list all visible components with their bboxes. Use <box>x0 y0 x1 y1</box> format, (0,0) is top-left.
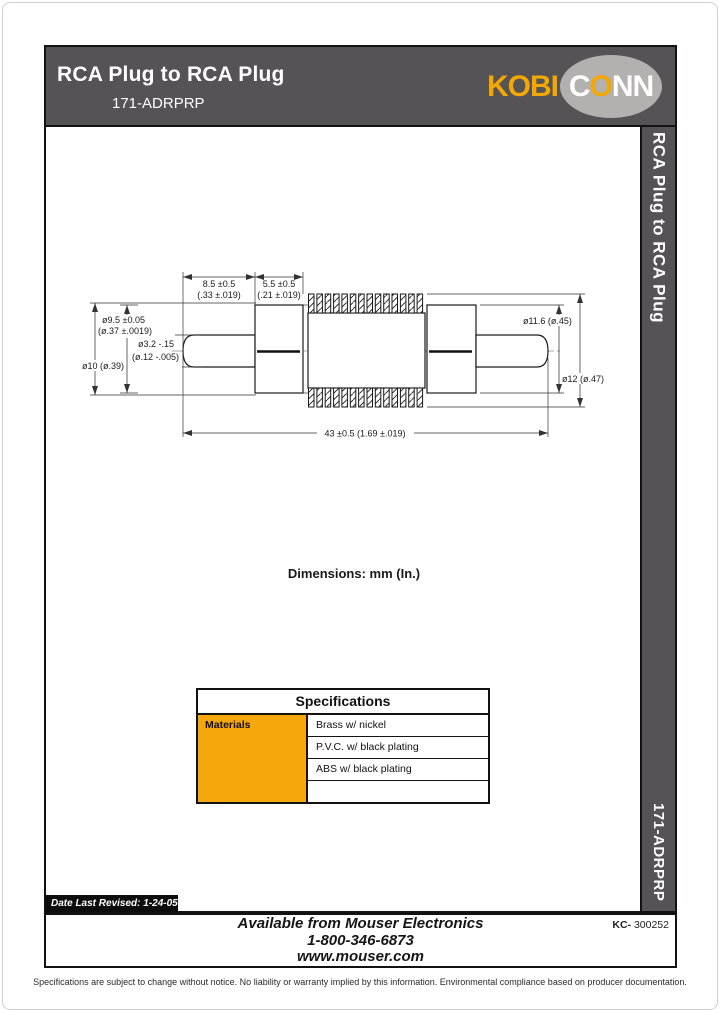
doc-code-prefix: KC- <box>612 919 632 931</box>
kobiconn-logo <box>487 55 662 118</box>
logo-conn-nn: NN <box>611 69 654 103</box>
spec-material-4 <box>308 781 488 802</box>
doc-code-number: 300252 <box>631 919 669 931</box>
specifications-table <box>196 688 490 804</box>
dimensions-note: Dimensions: mm (In.) <box>287 566 421 581</box>
spec-table-title: Specifications <box>198 690 488 715</box>
dim-pin-length-mm: 8.5 ±0.5 <box>202 279 236 289</box>
right-shell <box>427 305 476 393</box>
left-shell <box>255 305 303 393</box>
logo-conn-text <box>569 70 653 104</box>
sidebar-part-vertical: 171-ADRPRP <box>650 802 667 901</box>
date-revised-bar: Date Last Revised: 1-24-05 <box>45 895 178 912</box>
mouser-phone: 1-800-346-6873 <box>307 931 414 949</box>
knurl-ribs-top <box>309 294 423 313</box>
spec-material-2: P.V.C. w/ black plating <box>308 737 488 759</box>
left-pin <box>183 335 255 367</box>
logo-conn-c: C <box>568 69 590 103</box>
spec-material-1: Brass w/ nickel <box>308 715 488 737</box>
part-number: 171-ADRPRP <box>112 95 205 112</box>
dim-collar-length-mm: 5.5 ±0.5 <box>262 279 296 289</box>
spec-row-label-materials: Materials <box>198 715 308 802</box>
dim-pin-dia-in: (ø.12 -.005) <box>132 352 180 362</box>
dim-overall-length: 43 ±0.5 (1.69 ±.019) <box>324 428 406 439</box>
mouser-availability-line: Available from Mouser Electronics <box>237 915 484 932</box>
mouser-box <box>44 913 677 968</box>
sidebar-title-vertical: RCA Plug to RCA Plug <box>649 132 669 323</box>
spec-values <box>308 715 488 802</box>
knurl-body <box>308 313 425 388</box>
logo-kobi-text: KOBI <box>487 69 558 103</box>
disclaimer-text: Specifications are subject to change without notice. No liability or warranty implied by this information. Environmental compliance based on producer documentation. <box>33 977 687 987</box>
dim-collar-length-in: (.21 ±.019) <box>257 290 301 300</box>
dim-shell-dia-in: (ø.37 ±.0019) <box>98 326 152 336</box>
header-bar <box>46 47 675 127</box>
right-pin <box>476 335 548 367</box>
page-title: RCA Plug to RCA Plug <box>57 63 285 86</box>
spec-material-3: ABS w/ black plating <box>308 759 488 781</box>
logo-conn-o: O <box>589 69 612 103</box>
technical-drawing <box>80 270 625 455</box>
dim-pin-dia-mm: ø3.2 -.15 <box>138 339 175 349</box>
dim-knurl-dia-right: ø12 (ø.47) <box>562 374 605 384</box>
dim-pin-length-in: (.33 ±.019) <box>197 290 241 300</box>
mouser-url: www.mouser.com <box>297 948 424 965</box>
dim-shell-dia-mm: ø9.5 ±0.05 <box>102 315 145 325</box>
right-sidebar <box>640 127 675 911</box>
dim-outer-dia-left: ø10 (ø.39) <box>82 361 125 371</box>
doc-code <box>612 919 669 931</box>
logo-ellipse <box>560 55 662 118</box>
knurl-ribs-bottom <box>309 388 423 407</box>
dim-body-dia-right: ø11.6 (ø.45) <box>523 316 572 326</box>
